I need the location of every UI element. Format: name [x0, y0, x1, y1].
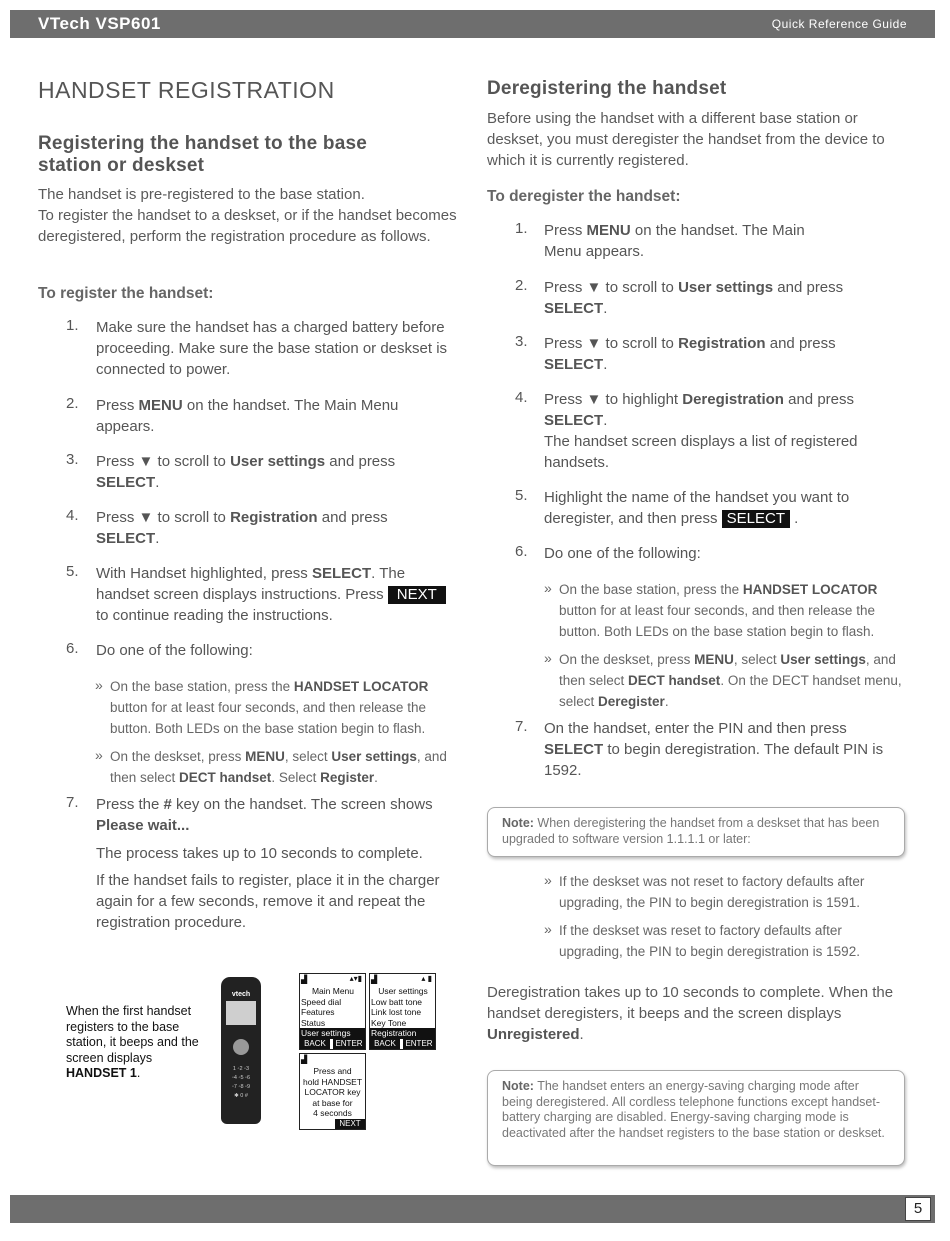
header-guide-title: Quick Reference Guide [771, 17, 907, 31]
lcd-enter-softkey: ENTER [333, 1039, 365, 1049]
signal-icon: ▟ [371, 975, 378, 984]
lcd-title: Main Menu [311, 986, 355, 996]
deregister-step-7: On the handset, enter the PIN and then press SELECT to begin deregistration. The default PIN is 1592. [544, 720, 884, 779]
note-software-version: Note: When deregistering the handset from a deskset that has been upgraded to software version 1.1.1.1 or later: [487, 807, 905, 857]
handset-caption: When the first handset registers to the base station, it beeps and the screen displays HANDSET 1. [66, 1004, 199, 1080]
lcd-text-line: LOCATOR key [304, 1087, 361, 1097]
section-title-deregister: Deregistering the handset [487, 78, 727, 99]
deregister-step-6: Do one of the following: [544, 545, 701, 562]
lcd-back-softkey: BACK [300, 1039, 330, 1049]
register-step-3: Press ▼ to scroll to User settings and press SELECT. [96, 453, 396, 491]
deregister-step-6-bullet-1: » On the base station, press the HANDSET LOCATOR button for at least four seconds, and then release the button. Both LEDs on the base station begin to flash. [544, 580, 878, 639]
step-number: 1. [66, 317, 79, 334]
handset-brand-logo: vtech [231, 991, 251, 998]
step-number: 5. [66, 563, 79, 580]
lcd-menu-item: Features [301, 1007, 335, 1017]
register-step-7-note-1: The process takes up to 10 seconds to complete. [96, 845, 423, 862]
next-key-label: NEXT [388, 586, 446, 604]
note-bullet-not-reset: » If the deskset was not reset to factory defaults after upgrading, the PIN to begin deregistration is 1591. [544, 872, 865, 910]
header-bar [10, 10, 935, 38]
lcd-text-line: 4 seconds [313, 1108, 352, 1118]
step-number: 3. [66, 451, 79, 468]
deregister-step-6-bullet-2: » On the deskset, press MENU, select User settings, and then select DECT handset. On the DECT handset menu, select Deregister. [544, 650, 902, 709]
lcd-menu-item: Link lost tone [371, 1007, 422, 1017]
lcd-next-softkey: NEXT [335, 1119, 365, 1129]
register-step-6-bullet-1: » On the base station, press the HANDSET LOCATOR button for at least four seconds, and then release the button. Both LEDs on the base station begin to flash. [95, 677, 429, 736]
register-intro-2: To register the handset to a deskset, or if the handset becomes deregistered, perform the registration procedure as follows. [38, 207, 457, 245]
step-number: 2. [66, 395, 79, 412]
lcd-text-line: Press and [313, 1066, 352, 1076]
deregister-intro: Before using the handset with a different base station or deskset, you must deregister the handset from the device to which it is currently registered. [487, 110, 885, 169]
step-number: 1. [515, 220, 528, 237]
register-step-2: Press MENU on the handset. The Main Menu appears. [96, 397, 399, 435]
register-step-7: Press the # key on the handset. The screen shows Please wait... [96, 796, 433, 834]
register-step-6: Do one of the following: [96, 642, 253, 659]
deregister-step-1: Press MENU on the handset. The Main Menu appears. [544, 222, 805, 260]
deregister-subheading: To deregister the handset: [487, 188, 681, 205]
note-bullet-reset: » If the deskset was reset to factory defaults after upgrading, the PIN to begin deregistration is 1592. [544, 921, 860, 959]
lcd-user-settings [369, 973, 436, 1050]
deregister-step-2: Press ▼ to scroll to User settings and press SELECT. [544, 279, 844, 317]
lcd-status-row [370, 974, 435, 986]
lcd-status-row [300, 974, 365, 986]
step-number: 5. [515, 487, 528, 504]
lcd-locator-instructions [299, 1053, 366, 1130]
register-step-5: With Handset highlighted, press SELECT. The handset screen displays instructions. Press NEXT to continue reading the instructions. [96, 563, 456, 626]
register-subheading: To register the handset: [38, 285, 214, 302]
deregister-outro: Deregistration takes up to 10 seconds to complete. When the handset deregisters, it beeps and the screen displays Unregistered. [487, 984, 894, 1043]
deregister-step-3: Press ▼ to scroll to Registration and press SELECT. [544, 335, 836, 373]
signal-icon: ▟ [301, 1055, 308, 1064]
battery-icon: ▴ ▮ [421, 974, 432, 983]
step-number: 4. [66, 507, 79, 524]
lcd-title: User settings [378, 986, 428, 996]
header-brand: VTech VSP601 [38, 14, 161, 33]
deregister-step-5: Highlight the name of the handset you want to deregister, and then press SELECT . [544, 489, 850, 527]
battery-icon: ▴▾▮ [349, 974, 362, 983]
handset-keypad: 1 ◦2 ◦3 ◦4 ◦5 ◦6 ◦7 ◦8 ◦9 ✱ 0 # [231, 1066, 251, 1099]
lcd-text-line: hold HANDSET [302, 1076, 363, 1087]
lcd-text-line: at base for [312, 1097, 353, 1108]
lcd-enter-softkey: ENTER [403, 1039, 435, 1049]
lcd-menu-item: Key Tone [371, 1017, 407, 1028]
deregister-step-4: Press ▼ to highlight Deregistration and press SELECT. The handset screen displays a list of registered handsets. [544, 391, 858, 471]
section-title-register: Registering the handset to the base station or deskset [38, 133, 367, 176]
handset-illustration [221, 977, 261, 1124]
lcd-menu-item-selected: User settings [300, 1028, 365, 1039]
step-number: 4. [515, 389, 528, 406]
lcd-main-menu [299, 973, 366, 1050]
lcd-status-row [300, 1054, 365, 1066]
page-number: 5 [905, 1197, 931, 1221]
step-number: 3. [515, 333, 528, 350]
register-step-1: Make sure the handset has a charged battery before proceeding. Make sure the base station or deskset is connected to power. [96, 319, 448, 378]
step-number: 6. [66, 640, 79, 657]
lcd-menu-item: Low batt tone [371, 996, 423, 1007]
step-number: 6. [515, 543, 528, 560]
lcd-menu-item: Status [301, 1017, 326, 1028]
register-step-7-note-2: If the handset fails to register, place it in the charger again for a few seconds, remove it and repeat the registration procedure. [96, 872, 440, 931]
select-key-label: SELECT [722, 510, 790, 528]
note-energy-saving: Note: The handset enters an energy-saving charging mode after being deregistered. All cordless telephone functions except handset-battery charging are disabled. Energy-saving charging mode is deactivated after the handset registers to the base station or deskset. [487, 1070, 905, 1166]
step-number: 7. [66, 794, 79, 811]
register-step-4: Press ▼ to scroll to Registration and press SELECT. [96, 509, 388, 547]
page-title: HANDSET REGISTRATION [38, 77, 335, 103]
lcd-back-softkey: BACK [370, 1039, 400, 1049]
register-intro-1: The handset is pre-registered to the base station. [38, 186, 365, 203]
footer-bar [10, 1195, 935, 1223]
step-number: 7. [515, 718, 528, 735]
signal-icon: ▟ [301, 975, 308, 984]
lcd-menu-item: Speed dial [301, 996, 342, 1007]
register-step-6-bullet-2: » On the deskset, press MENU, select User settings, and then select DECT handset. Select Register. [95, 747, 447, 785]
step-number: 2. [515, 277, 528, 294]
handset-screen [226, 1001, 256, 1025]
lcd-menu-item-selected: Registration [370, 1028, 435, 1039]
handset-nav-key [233, 1039, 249, 1055]
